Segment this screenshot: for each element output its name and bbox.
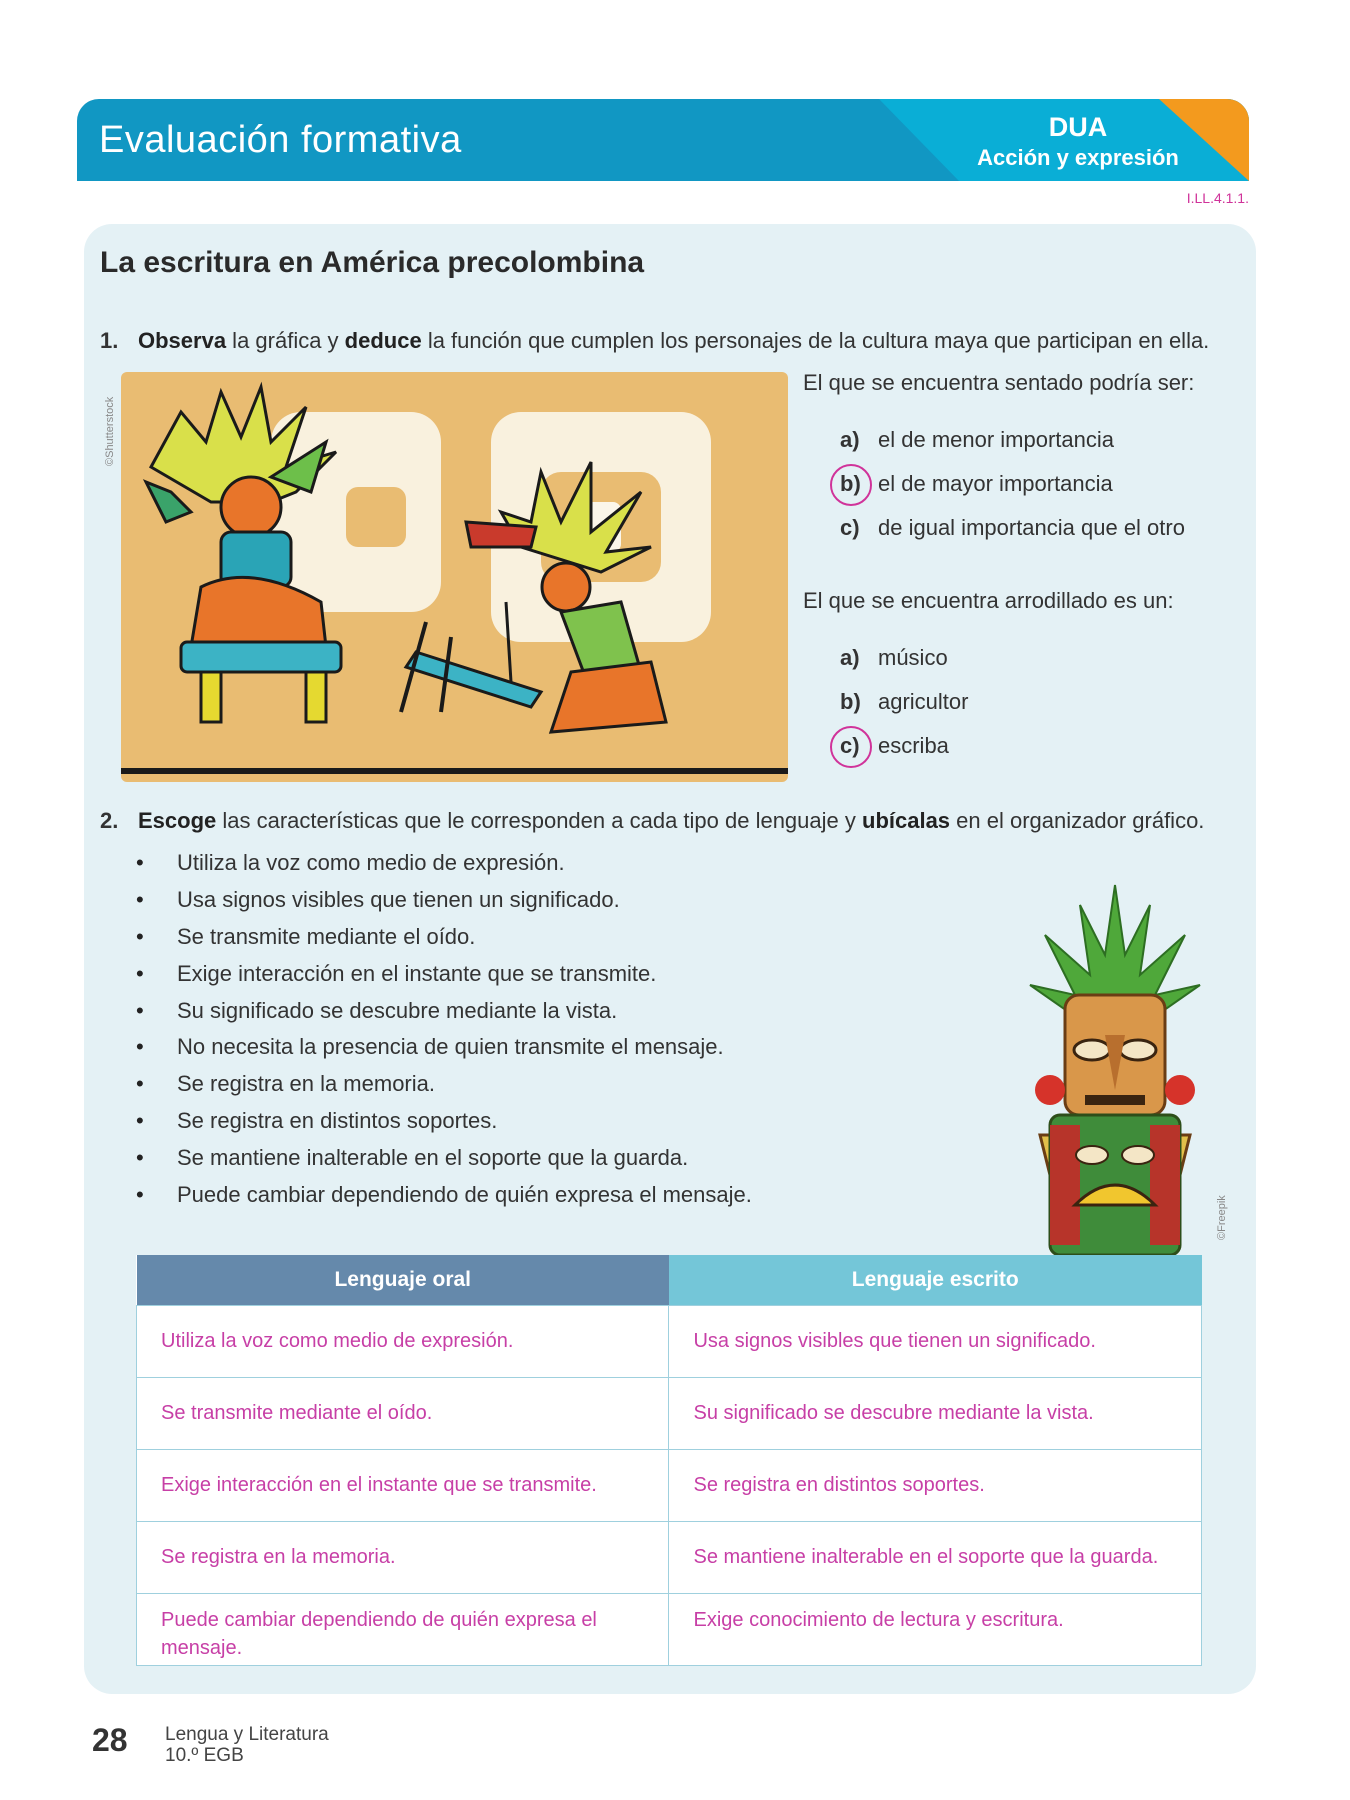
question-verb: Observa [138,328,227,353]
question-text: la gráfica y [226,328,345,353]
footer-subject: Lengua y Literatura [165,1724,329,1745]
list-item: • Utiliza la voz como medio de expresión. [136,848,752,885]
table-row [137,1593,1202,1665]
list-item: • No necesita la presencia de quien transmite el mensaje. [136,1032,752,1069]
characteristics-list [136,848,752,1217]
question-verb: deduce [344,328,422,353]
option-kneeling-c[interactable] [840,733,949,759]
question-1 [100,328,1209,354]
option-seated-a[interactable] [840,427,1114,453]
table-cell-escrito[interactable]: Usa signos visibles que tienen un significado. [669,1305,1202,1377]
mask-image [1020,875,1210,1260]
maya-illustration [121,372,788,782]
table-cell-escrito[interactable]: Se registra en distintos soportes. [669,1449,1202,1521]
question-verb: ubícalas [862,808,951,833]
option-seated-c[interactable] [840,515,1185,541]
section-title: La escritura en América precolombina [100,246,645,279]
skill-code: I.LL.4.1.1. [1186,190,1249,206]
header-escrito: Lenguaje escrito [669,1255,1202,1305]
table-row [137,1377,1202,1449]
question-text: las características que le corresponden a cada tipo de lenguaje y [216,808,862,833]
list-item: • Se mantiene inalterable en el soporte que la guarda. [136,1143,752,1180]
option-letter: c) [840,515,860,540]
dua-subtitle: Acción y expresión [977,145,1179,170]
question-verb: Escoge [138,808,217,833]
table-row [137,1305,1202,1377]
question-number: 1. [100,328,119,353]
option-letter-circled: b) [840,471,878,497]
prompt-kneeling: El que se encuentra arrodillado es un: [803,588,1174,613]
table-cell-oral[interactable]: Exige interacción en el instante que se transmite. [137,1449,669,1521]
graphic-organizer-table [136,1255,1202,1666]
question-number: 2. [100,808,119,833]
list-item: • Exige interacción en el instante que se transmite. [136,959,752,996]
table-cell-oral[interactable]: Se transmite mediante el oído. [137,1377,669,1449]
list-item: • Usa signos visibles que tienen un significado. [136,885,752,922]
list-item: • Su significado se descubre mediante la vista. [136,996,752,1033]
table-cell-escrito[interactable]: Exige conocimiento de lectura y escritura. [669,1593,1202,1665]
table-row [137,1521,1202,1593]
list-item: • Se transmite mediante el oído. [136,922,752,959]
footer-grade: 10.º EGB [165,1745,244,1766]
table-cell-oral[interactable]: Puede cambiar dependiendo de quién expresa el mensaje. [137,1593,669,1665]
question-text: en el organizador gráfico. [950,808,1205,833]
option-text: el de mayor importancia [878,471,1113,496]
table-cell-escrito[interactable]: Se mantiene inalterable en el soporte que la guarda. [669,1521,1202,1593]
option-text: de igual importancia que el otro [878,515,1185,540]
list-item: • Se registra en la memoria. [136,1069,752,1106]
option-letter: b) [840,689,861,714]
option-letter-circled: c) [840,733,878,759]
header-oral: Lenguaje oral [137,1255,669,1305]
question-2 [100,808,1204,834]
prompt-seated: El que se encuentra sentado podría ser: [803,370,1195,395]
option-seated-b[interactable] [840,471,1113,497]
table-cell-oral[interactable]: Se registra en la memoria. [137,1521,669,1593]
option-text: el de menor importancia [878,427,1115,452]
option-text: músico [878,645,948,670]
option-kneeling-a[interactable] [840,645,948,671]
option-text: agricultor [878,689,969,714]
option-letter: a) [840,645,860,670]
page-title: Evaluación formativa [99,119,462,161]
option-text: escriba [878,733,949,758]
table-cell-escrito[interactable]: Su significado se descubre mediante la vista. [669,1377,1202,1449]
mask-credit: ©Freepik [1216,1195,1228,1240]
dua-title: DUA [1048,112,1108,142]
list-item: • Se registra en distintos soportes. [136,1106,752,1143]
image-credit: ©Shutterstock [104,396,116,466]
option-kneeling-b[interactable] [840,689,968,715]
list-item: • Puede cambiar dependiendo de quién expresa el mensaje. [136,1180,752,1217]
option-letter: a) [840,427,860,452]
table-cell-oral[interactable]: Utiliza la voz como medio de expresión. [137,1305,669,1377]
page-number: 28 [92,1722,128,1758]
maya-mask-illustration [1020,875,1210,1260]
maya-scene-image [121,372,788,782]
table-row [137,1449,1202,1521]
question-text: la función que cumplen los personajes de la cultura maya que participan en ella. [421,328,1210,353]
